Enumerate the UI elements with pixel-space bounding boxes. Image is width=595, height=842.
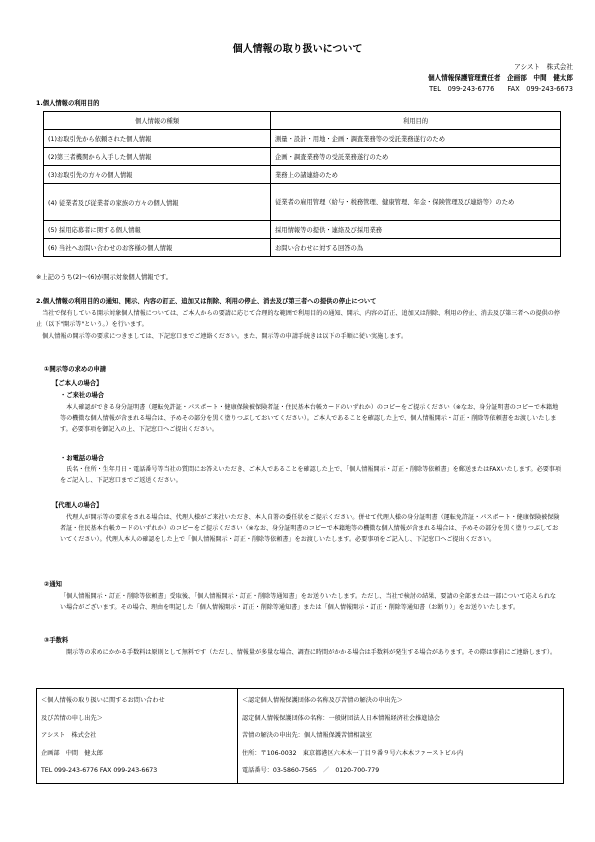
purpose-cell: 業務上の諸連絡のため xyxy=(271,166,561,184)
certified-org-box xyxy=(238,689,564,784)
header-tel-fax: TEL 099-243-6776 FAX 099-243-6673 xyxy=(429,85,573,93)
company-name: アシスト 株式会社 xyxy=(514,63,573,71)
inquiry-title-line1: ＜個人情報の取り扱いに関するお問い合わせ xyxy=(41,697,165,704)
certified-org-title: ＜認定個人情報保護団体の名称及び苦情の解決の申出先＞ xyxy=(242,697,403,704)
purpose-cell: お問い合わせに対する回答の為 xyxy=(271,239,561,257)
section2-intro: 当社で保有している開示対象個人情報については、ご本人からの要請に応じて合理的な範囲で利用目的の通知、開示、内容の訂正、追加又は削除、利用の停止、消去及び第三者への提供の停止（以下"開示等"という。）を行います。 xyxy=(36,310,560,329)
purpose-cell: 企画・調査業務等の受託業務遂行のため xyxy=(271,148,561,166)
phone-text: 氏名・住所・生年月日・電話番号等当社の質問にお答えいただき、ご本人であることを確認した上で、「個人情報開示・訂正・削除等依頼書」を郵送またはFAXいたします。必要事項をご記入し、下記窓口までご返送ください。 xyxy=(60,466,561,485)
inquiry-tel-fax: TEL 099-243-6776 FAX 099-243-6673 xyxy=(41,767,158,774)
disclosure-note: ※上記のうち(2)～(6)が開示対象個人情報です。 xyxy=(36,274,172,281)
fee-text: 開示等の求めにかかる手数料は原則として無料です（ただし、情報量が多量な場合、調査に時間がかかる場合は手数料が発生する場合があります。その際は事前にご連絡します）。 xyxy=(60,649,557,656)
privacy-manager: 個人情報保護管理責任者 企画部 中間 健太郎 xyxy=(427,74,573,82)
table-row xyxy=(44,166,561,184)
type-cell: (3)お取引先の方々の個人情報 xyxy=(44,166,271,184)
type-cell: (1)お取引先から依頼された個人情報 xyxy=(44,130,271,148)
table-row xyxy=(44,221,561,239)
inquiry-contact-box xyxy=(37,689,238,784)
purpose-cell: 採用情報等の提供・連絡及び採用業務 xyxy=(271,221,561,239)
table-header-row xyxy=(44,112,561,130)
certified-org-address: 住所：〒106-0032 東京都港区六本木一丁目９番９号六本木ファーストビル内 xyxy=(242,749,464,757)
column-header-purpose: 利用目的 xyxy=(271,112,561,130)
notice-text: 「個人情報開示・訂正・削除等依頼書」受取後、「個人情報開示・訂正・削除等通知書」をお送りいたします。ただし、当社で検討の結果、要請の全部または一部について応えられない場合がございます。その場合、理由を明記した「個人情報開示・訂正・削除等通知書」または「個人情報開示・訂正・削除等通知書（お断り）」をお送りいたします。 xyxy=(60,593,557,612)
type-cell: (4) 従業者及び従業者の家族の方々の個人情報 xyxy=(44,184,271,221)
phone-heading: ・お電話の場合 xyxy=(60,455,105,462)
table-row xyxy=(44,184,561,221)
agent-heading: 【代理人の場合】 xyxy=(52,502,103,509)
column-header-type: 個人情報の種類 xyxy=(44,112,271,130)
section2-heading: 2.個人情報の利用目的の通知、開示、内容の訂正、追加又は削除、利用の停止、消去及び第三者への提供の停止について xyxy=(36,298,377,305)
table-row xyxy=(44,239,561,257)
section1-heading: 1.個人情報の利用目的 xyxy=(36,100,100,107)
certified-org-name: 認定個人情報保護団体の名称：一般財団法人日本情報経済社会推進協会 xyxy=(242,714,440,722)
purpose-cell: 測量・設計・用地・企画・調査業務等の受託業務遂行のため xyxy=(271,130,561,148)
inquiry-company: アシスト 株式会社 xyxy=(41,732,97,739)
agent-text: 代理人が開示等の要求をされる場合は、代理人様がご来社いただき、本人自署の委任状をご提示ください。併せて代理人様の身分証明書（運転免許証・パスポート・健康保険被保険者証・住民基本台帳カードのいずれか）のコピーをご提示ください（※なお、身分証明書のコピーで本籍地等の機微な個人情報が含まれる場合は、予めその部分を黒く塗りつぶしておいてください）。代理人本人の確認をした上で「個人情報開示・訂正・削除等依頼書」をお渡しいたします。必要事項をご記入し、下記窓口へご提出ください。 xyxy=(60,514,560,544)
request-heading: ①開示等の求めの申請 xyxy=(44,366,107,373)
type-cell: (2)第三者機関から入手した個人情報 xyxy=(44,148,271,166)
fee-heading: ③手数料 xyxy=(44,637,69,644)
inquiry-person: 企画部 中間 健太郎 xyxy=(41,749,103,757)
self-heading: 【ご本人の場合】 xyxy=(52,380,103,387)
inquiry-title-line2: 及び苦情の申し出先＞ xyxy=(41,714,103,722)
type-cell: (5) 採用応募者に関する個人情報 xyxy=(44,221,271,239)
table-row xyxy=(44,130,561,148)
complaint-desk: 苦情の解決の申出先：個人情報保護苦情相談室 xyxy=(242,732,372,739)
contact-table xyxy=(36,688,564,784)
table-row xyxy=(44,148,561,166)
certified-org-phone: 電話番号：03-5860-7565 ／ 0120-700-779 xyxy=(242,767,380,774)
notice-heading: ②通知 xyxy=(44,581,62,588)
visit-text: 本人確認ができる身分証明書（運転免許証・パスポート・健康保険被保険者証・住民基本台帳カードのいずれか）のコピーをご提示ください（※なお、身分証明書のコピーで本籍地等の機微な個人情報が含まれる場合は、予めその部分を黒く塗りつぶしておいてください）。ご本人であることを確認した上で、個人情報開示・訂正・削除等依頼書をお渡しいたします。必要事項を御記入の上、下記窓口へご提出ください。 xyxy=(60,404,559,434)
visit-heading: ・ご来社の場合 xyxy=(60,392,105,399)
type-cell: (6) 当社へお問い合わせのお客様の個人情報 xyxy=(44,239,271,257)
page-title: 個人情報の取り扱いについて xyxy=(232,44,363,55)
purpose-cell: 従業者の雇用管理（給与・税務管理、健康管理、年金・保険管理及び連絡等）のため xyxy=(271,184,561,221)
purpose-table xyxy=(43,111,561,257)
section2-procedure-note: 個人情報の開示等の要求につきましては、下記窓口までご連絡ください。また、開示等の申請手続きは以下の手順に従い実施します。 xyxy=(36,333,408,340)
